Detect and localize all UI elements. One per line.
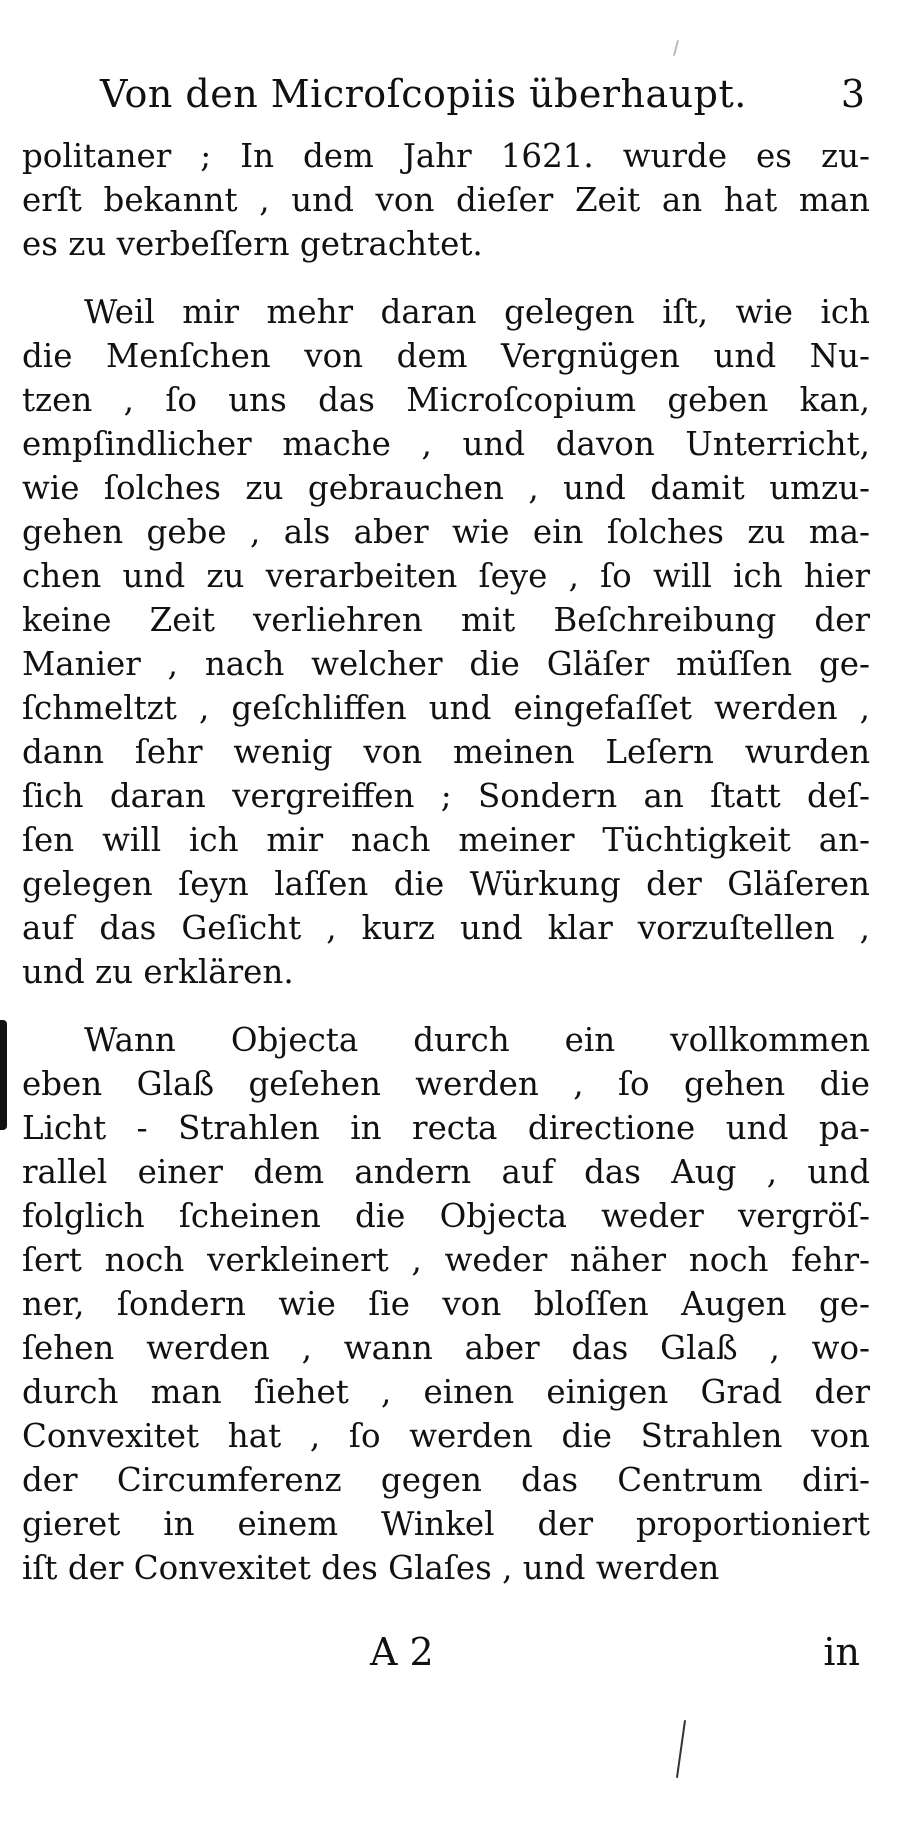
text-line: keine Zeit verliehren mit Beſchreibung der — [22, 601, 870, 639]
paragraph-gap — [22, 266, 870, 290]
paper-mark — [676, 1720, 686, 1778]
paper-mark — [673, 40, 679, 56]
paragraph — [22, 1018, 870, 1590]
text-line: erſt bekannt , und von dieſer Zeit an hat man — [22, 181, 870, 219]
catchword: in — [823, 1630, 860, 1674]
text-line: rallel einer dem andern auf das Aug , und — [22, 1153, 870, 1191]
text-line: chen und zu verarbeiten ſeye , ſo will ich hier — [22, 557, 870, 595]
text-line: Manier , nach welcher die Gläſer müſſen ge- — [22, 645, 870, 683]
text-line: ſchmeltzt , geſchliffen und eingefaſſet werden , — [22, 689, 870, 727]
body-text — [22, 134, 870, 1590]
text-line: ſich daran vergreiffen ; Sondern an ſtatt deſ- — [22, 777, 870, 815]
text-line: ſen will ich mir nach meiner Tüchtigkeit an- — [22, 821, 870, 859]
running-header — [100, 68, 865, 124]
text-line: und zu erklären. — [22, 953, 294, 991]
paragraph — [22, 134, 870, 266]
text-line: ſert noch verkleinert , weder näher noch fehr- — [22, 1241, 870, 1279]
text-line: empſindlicher mache , und davon Unterricht, — [22, 425, 870, 463]
text-line: tzen , ſo uns das Microſcopium geben kan, — [22, 381, 870, 419]
signature-mark: A 2 — [370, 1630, 434, 1674]
text-line: Weil mir mehr daran gelegen iſt, wie ich — [84, 293, 870, 331]
text-line: gelegen ſeyn laſſen die Würkung der Gläſeren — [22, 865, 870, 903]
text-line: gieret in einem Winkel der proportioniert — [22, 1505, 870, 1543]
paragraph-gap — [22, 994, 870, 1018]
binding-edge-shadow — [0, 1020, 7, 1130]
text-line: wie ſolches zu gebrauchen , und damit umzu- — [22, 469, 870, 507]
text-line: Convexitet hat , ſo werden die Strahlen von — [22, 1417, 870, 1455]
page-number: 3 — [840, 72, 865, 116]
text-line: eben Glaß geſehen werden , ſo gehen die — [22, 1065, 870, 1103]
text-line: der Circumferenz gegen das Centrum diri- — [22, 1461, 870, 1499]
paragraph — [22, 290, 870, 994]
text-line: Licht - Strahlen in recta directione und pa- — [22, 1109, 870, 1147]
text-line: es zu verbeſſern getrachtet. — [22, 225, 483, 263]
text-line: ner, ſondern wie ſie von bloſſen Augen ge- — [22, 1285, 870, 1323]
text-line: gehen gebe , als aber wie ein ſolches zu ma- — [22, 513, 870, 551]
running-title: Von den Microſcopiis überhaupt. — [100, 72, 747, 116]
text-line: durch man ſiehet , einen einigen Grad der — [22, 1373, 870, 1411]
text-line: auf das Geſicht , kurz und klar vorzuſtellen , — [22, 909, 870, 947]
text-line: politaner ; In dem Jahr 1621. wurde es zu- — [22, 137, 870, 175]
text-line: Wann Objecta durch ein vollkommen — [84, 1021, 870, 1059]
text-line: die Menſchen von dem Vergnügen und Nu- — [22, 337, 870, 375]
text-line: folglich ſcheinen die Objecta weder vergröſ- — [22, 1197, 870, 1235]
text-line: ſehen werden , wann aber das Glaß , wo- — [22, 1329, 870, 1367]
text-line: dann ſehr wenig von meinen Leſern wurden — [22, 733, 870, 771]
text-line: iſt der Convexitet des Glaſes , und werden — [22, 1549, 720, 1587]
